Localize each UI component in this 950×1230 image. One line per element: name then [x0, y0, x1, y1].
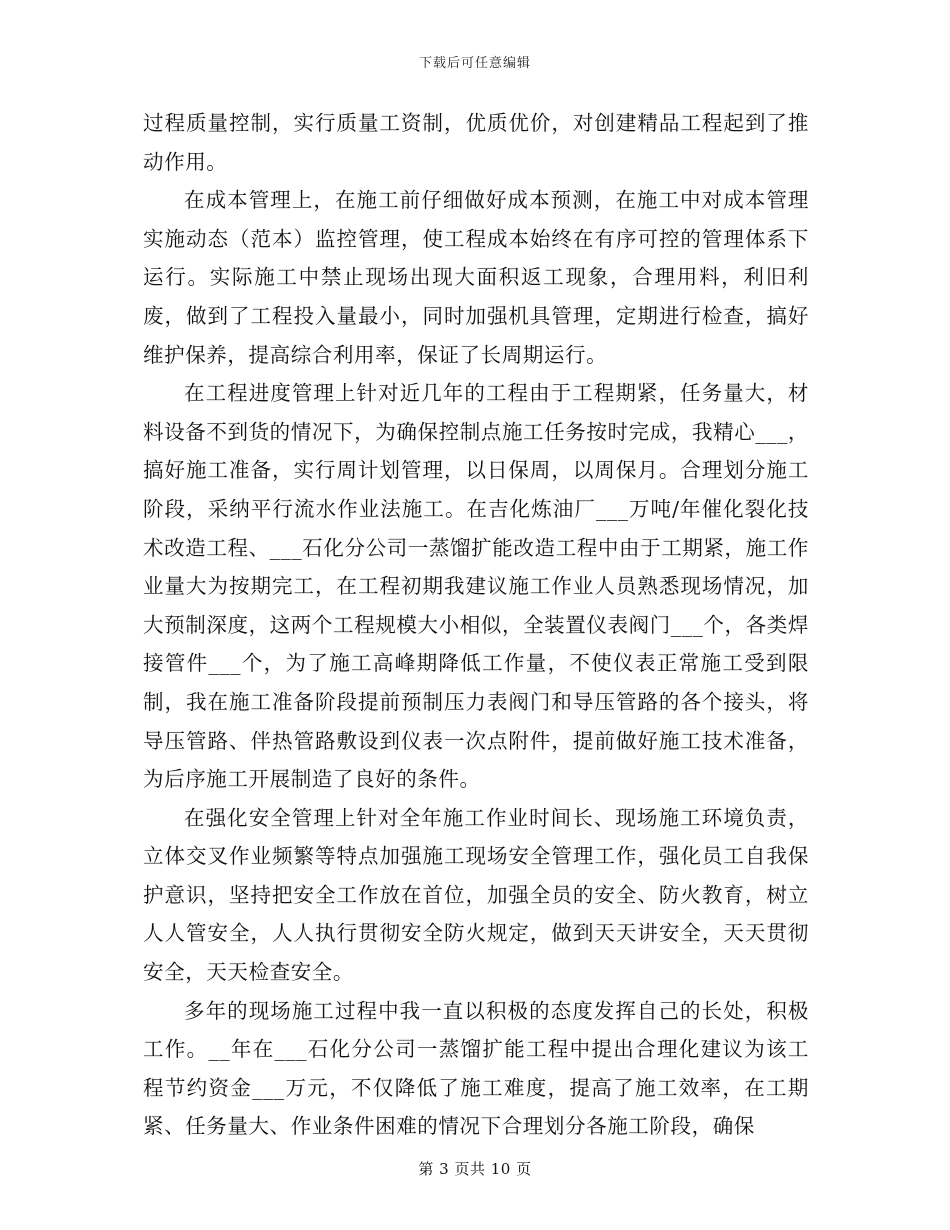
paragraph-cost-management: 在成本管理上，在施工前仔细做好成本预测，在施工中对成本管理实施动态（范本）监控管理，使工程成本始终在有序可控的管理体系下运行。实际施工中禁止现场出现大面积返工现象，合理用料，利旧利废，做到了工程投入量最小，同时加强机具管理，定期进行检查，搞好维护保养，提高综合利用率，保证了长周期运行。	[143, 188, 809, 367]
page-number-footer: 第 3 页共 10 页	[418, 1160, 532, 1178]
paragraph-quality-control: 过程质量控制，实行质量工资制，优质优价，对创建精品工程起到了推动作用。	[143, 111, 809, 174]
document-body	[143, 104, 809, 1146]
paragraph-schedule-management: 在工程进度管理上针对近几年的工程由于工程期紧，任务量大，材料设备不到货的情况下，为确保控制点施工任务按时完成，我精心___，搞好施工准备，实行周计划管理，以日保周，以周保月。合理划分施工阶段，采纳平行流水作业法施工。在吉化炼油厂___万吨/年催化裂化技术改造工程、___石化分公司一蒸馏扩能改造工程中由于工期紧，施工作业量大为按期完工，在工程初期我建议施工作业人员熟悉现场情况，加大预制深度，这两个工程规模大小相似，全装置仪表阀门___个，各类焊接管件___个，为了施工高峰期降低工作量，不使仪表正常施工受到限制，我在施工准备阶段提前预制压力表阀门和导压管路的各个接头，将导压管路、伴热管路敷设到仪表一次点附件，提前做好施工技术准备，为后序施工开展制造了良好的条件。	[143, 381, 809, 792]
paragraph-field-work: 多年的现场施工过程中我一直以积极的态度发挥自己的长处，积极工作。__年在___石化分公司一蒸馏扩能工程中提出合理化建议为该工程节约资金___万元，不仅降低了施工难度，提高了施工效率，在工期紧、任务量大、作业条件困难的情况下合理划分各施工阶段，确保	[143, 998, 809, 1139]
page-header: 下载后可任意编辑	[418, 56, 531, 71]
paragraph-safety-management: 在强化安全管理上针对全年施工作业时间长、现场施工环境负责，立体交叉作业频繁等特点加强施工现场安全管理工作，强化员工自我保护意识，坚持把安全工作放在首位，加强全员的安全、防火教育，树立人人管安全，人人执行贯彻安全防火规定，做到天天讲安全，天天贯彻安全，天天检查安全。	[143, 805, 809, 985]
